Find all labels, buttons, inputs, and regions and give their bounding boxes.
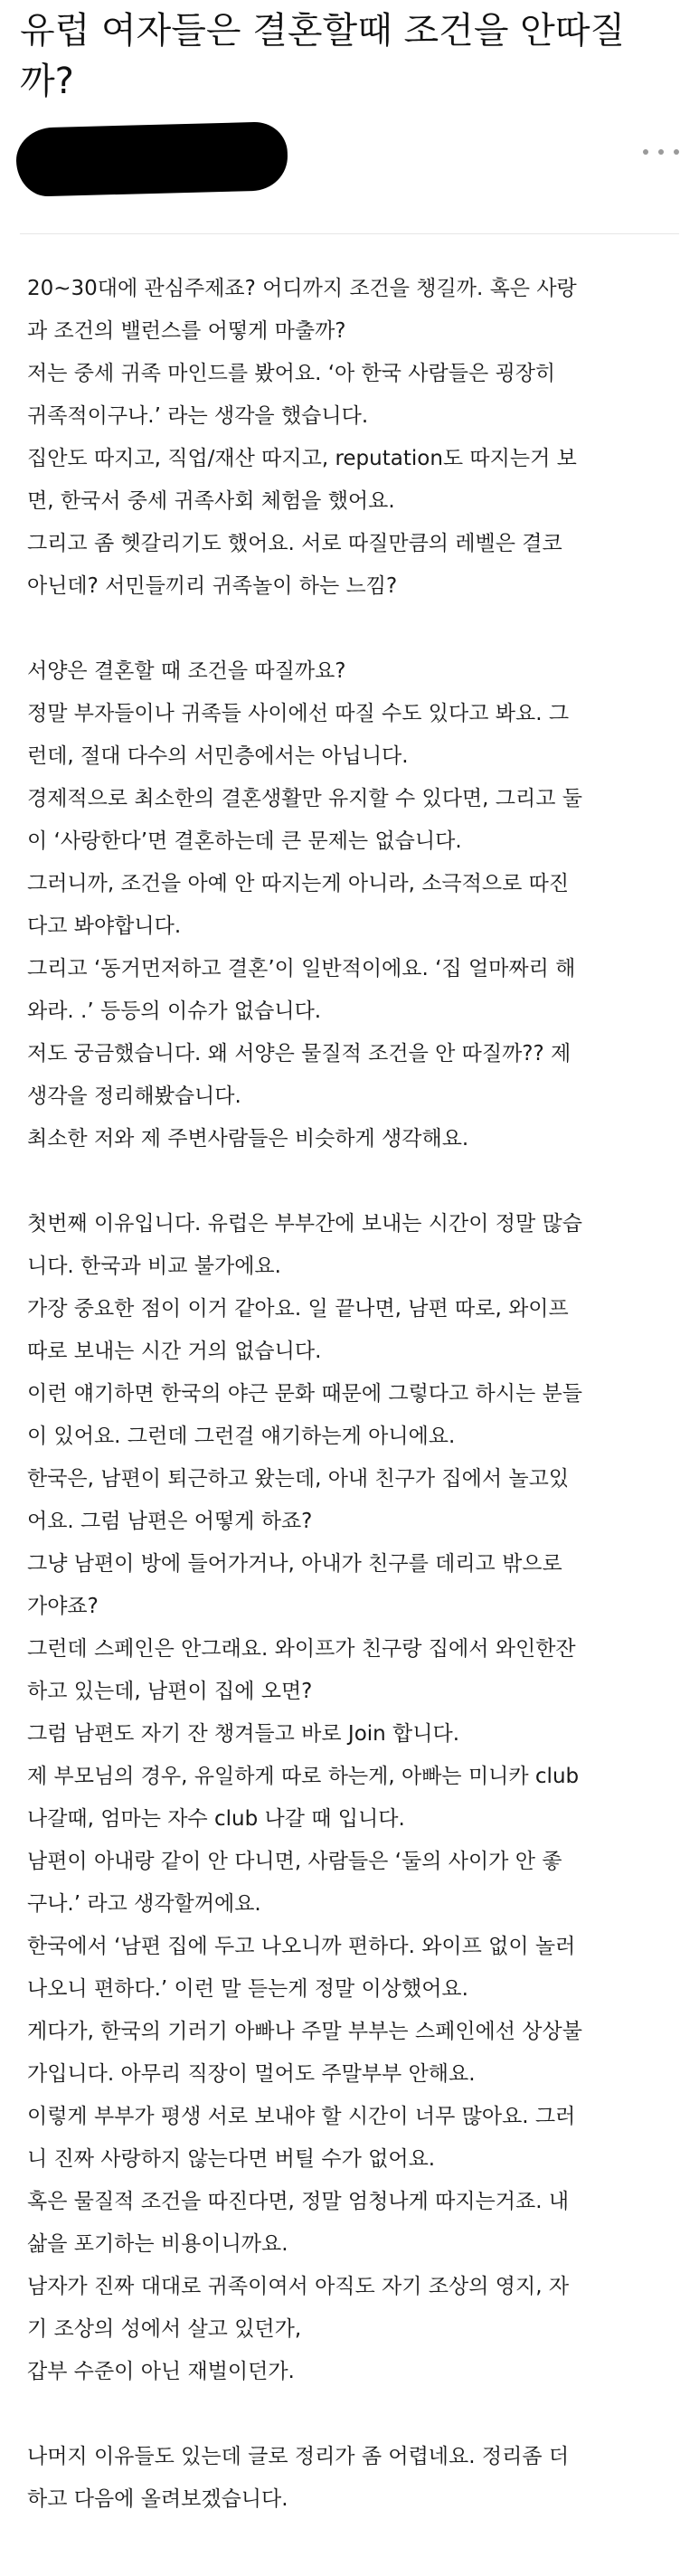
body-line: 서양은 결혼할 때 조건을 따질까요? xyxy=(27,659,346,683)
body-paragraph xyxy=(27,650,671,1160)
body-paragraph xyxy=(27,1203,671,2393)
body-line: 이 있어요. 그런데 그런걸 얘기하는게 아니에요. xyxy=(27,1425,456,1448)
body-line: 니다. 한국과 비교 불가에요. xyxy=(27,1255,281,1278)
body-line: 한국은, 남편이 퇴근하고 왔는데, 아내 친구가 집에서 놀고있 xyxy=(27,1467,570,1491)
body-line: 과 조건의 밸런스를 어떻게 마출까? xyxy=(27,319,346,343)
dot-icon xyxy=(674,149,679,155)
body-line: 혹은 물질적 조건을 따진다면, 정말 엄청나게 따지는거죠. 내 xyxy=(27,2190,570,2213)
body-line: 이 ‘사랑한다’면 결혼하는데 큰 문제는 없습니다. xyxy=(27,829,462,853)
body-line: 가입니다. 아무리 직장이 멀어도 주말부부 안해요. xyxy=(27,2062,476,2086)
body-line: 구나.’ 라고 생각할꺼에요. xyxy=(27,1892,261,1916)
body-line: 경제적으로 최소한의 결혼생활만 유지할 수 있다면, 그리고 둘 xyxy=(27,787,582,810)
body-line: 그리고 좀 헷갈리기도 했어요. 서로 따질만큼의 레벨은 결코 xyxy=(27,532,562,555)
body-line: 정말 부자들이나 귀족들 사이에선 따질 수도 있다고 봐요. 그 xyxy=(27,702,570,725)
body-paragraph xyxy=(27,268,671,608)
body-line: 그런데 스페인은 안그래요. 와이프가 친구랑 집에서 와인한잔 xyxy=(27,1637,576,1661)
body-line: 그럼 남편도 자기 잔 챙겨들고 바로 Join 합니다. xyxy=(27,1722,460,1746)
redacted-author xyxy=(15,121,288,197)
body-line: 게다가, 한국의 기러기 아빠나 주말 부부는 스페인에선 상상불 xyxy=(27,2020,582,2043)
body-line: 런데, 절대 다수의 서민층에서는 아닙니다. xyxy=(27,744,409,768)
body-line: 저는 중세 귀족 마인드를 봤어요. ‘아 한국 사람들은 굉장히 xyxy=(27,362,556,385)
body-line: 집안도 따지고, 직업/재산 따지고, reputation도 따지는거 보 xyxy=(27,447,577,470)
body-line: 생각을 정리해봤습니다. xyxy=(27,1084,241,1108)
body-line: 남자가 진짜 대대로 귀족이여서 아직도 자기 조상의 영지, 자 xyxy=(27,2275,570,2298)
dot-icon xyxy=(658,149,664,155)
body-line: 삶을 포기하는 비용이니까요. xyxy=(27,2232,288,2256)
body-line: 저도 궁금했습니다. 왜 서양은 물질적 조건을 안 따질까?? 제 xyxy=(27,1042,571,1065)
body-line: 제 부모님의 경우, 유일하게 따로 하는게, 아빠는 미니카 club xyxy=(27,1765,580,1788)
body-line: 어요. 그럼 남편은 어떻게 하죠? xyxy=(27,1510,313,1533)
body-line: 남편이 아내랑 같이 안 다니면, 사람들은 ‘둘의 사이가 안 좋 xyxy=(27,1850,562,1873)
body-line: 귀족적이구나.’ 라는 생각을 했습니다. xyxy=(27,404,369,428)
body-line: 갑부 수준이 아닌 재벌이던가. xyxy=(27,2360,295,2383)
body-line: 가장 중요한 점이 이거 같아요. 일 끝나면, 남편 따로, 와이프 xyxy=(27,1297,569,1321)
body-line: 와라. .’ 등등의 이슈가 없습니다. xyxy=(27,999,322,1023)
body-line: 아닌데? 서민들끼리 귀족놀이 하는 느낌? xyxy=(27,574,398,598)
body-line: 그냥 남편이 방에 들어가거나, 아내가 친구를 데리고 밖으로 xyxy=(27,1552,562,1576)
header-divider xyxy=(20,233,679,234)
post-body xyxy=(27,268,671,2521)
body-line: 기 조상의 성에서 살고 있던가, xyxy=(27,2317,302,2341)
body-line: 나갈때, 엄마는 자수 club 나갈 때 입니다. xyxy=(27,1807,405,1831)
dot-icon xyxy=(643,149,648,155)
body-line: 첫번째 이유입니다. 유럽은 부부간에 보내는 시간이 정말 많습 xyxy=(27,1212,582,1236)
body-paragraph xyxy=(27,2436,671,2521)
body-line: 하고 다음에 올려보겠습니다. xyxy=(27,2487,288,2511)
body-line: 면, 한국서 중세 귀족사회 체험을 했어요. xyxy=(27,489,395,513)
body-line: 이렇게 부부가 평생 서로 보내야 할 시간이 너무 많아요. 그러 xyxy=(27,2105,576,2128)
body-line: 이런 얘기하면 한국의 야근 문화 때문에 그렇다고 하시는 분들 xyxy=(27,1382,582,1406)
body-line: 그리고 ‘동거먼저하고 결혼’이 일반적이에요. ‘집 얼마짜리 해 xyxy=(27,957,576,980)
body-line: 나머지 이유들도 있는데 글로 정리가 좀 어렵네요. 정리좀 더 xyxy=(27,2445,570,2468)
body-line: 다고 봐야합니다. xyxy=(27,914,182,938)
body-line: 20~30대에 관심주제죠? 어디까지 조건을 챙길까. 혹은 사랑 xyxy=(27,277,577,300)
body-line: 따로 보내는 시간 거의 없습니다. xyxy=(27,1340,322,1363)
body-line: 그러니까, 조건을 아예 안 따지는게 아니라, 소극적으로 따진 xyxy=(27,872,570,895)
body-line: 최소한 저와 제 주변사람들은 비슷하게 생각해요. xyxy=(27,1127,469,1151)
more-options-icon[interactable] xyxy=(643,141,679,163)
body-line: 나오니 편하다.’ 이런 말 듣는게 정말 이상했어요. xyxy=(27,1977,468,2001)
post-title: 유럽 여자들은 결혼할때 조건을 안따질까? xyxy=(20,10,626,102)
body-line: 니 진짜 사랑하지 않는다면 버틸 수가 없어요. xyxy=(27,2147,436,2171)
body-line: 한국에서 ‘남편 집에 두고 나오니까 편하다. 와이프 없이 놀러 xyxy=(27,1935,576,1958)
body-line: 가야죠? xyxy=(27,1595,99,1618)
author-row xyxy=(0,118,699,208)
body-line: 하고 있는데, 남편이 집에 오면? xyxy=(27,1680,313,1703)
